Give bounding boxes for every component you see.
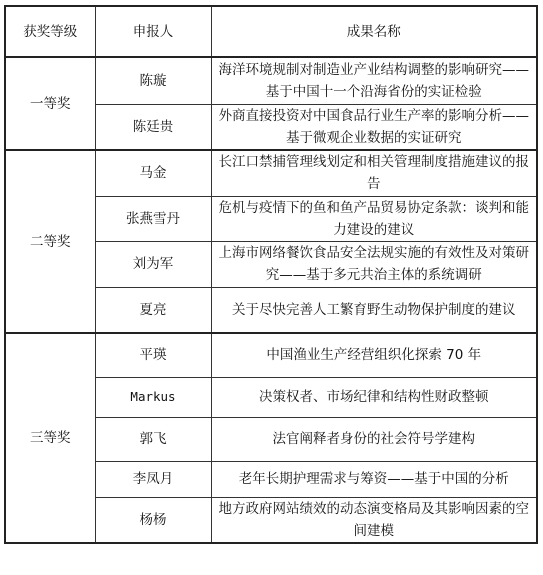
- title-cell: 地方政府网站绩效的动态演变格局及其影响因素的空间建模: [211, 497, 537, 543]
- title-cell: 中国渔业生产经营组织化探索 70 年: [211, 333, 537, 377]
- applicant-cell: 李凤月: [95, 461, 211, 497]
- group-third-prize: [5, 333, 537, 543]
- award-level-cell: 二等奖: [5, 150, 95, 333]
- applicant-cell: 陈璇: [95, 57, 211, 104]
- table-row: [5, 57, 537, 104]
- applicant-cell: Markus: [95, 377, 211, 417]
- title-cell: 老年长期护理需求与筹资——基于中国的分析: [211, 461, 537, 497]
- title-cell: 危机与疫情下的鱼和鱼产品贸易协定条款：谈判和能力建设的建议: [211, 196, 537, 241]
- header-award-level: 获奖等级: [5, 6, 95, 57]
- applicant-cell: 夏亮: [95, 287, 211, 333]
- table-row: [5, 150, 537, 196]
- applicant-cell: 张燕雪丹: [95, 196, 211, 241]
- table-row: [5, 333, 537, 377]
- awards-table: [4, 5, 538, 544]
- applicant-cell: 郭飞: [95, 417, 211, 461]
- award-level-cell: 一等奖: [5, 57, 95, 150]
- header-achievement-title: 成果名称: [211, 6, 537, 57]
- applicant-cell: 刘为军: [95, 241, 211, 287]
- applicant-cell: 陈廷贵: [95, 104, 211, 150]
- title-cell: 法官阐释者身份的社会符号学建构: [211, 417, 537, 461]
- title-cell: 关于尽快完善人工繁育野生动物保护制度的建议: [211, 287, 537, 333]
- applicant-cell: 杨杨: [95, 497, 211, 543]
- group-first-prize: [5, 57, 537, 150]
- header-applicant: 申报人: [95, 6, 211, 57]
- award-level-cell: 三等奖: [5, 333, 95, 543]
- title-cell: 长江口禁捕管理线划定和相关管理制度措施建议的报告: [211, 150, 537, 196]
- title-cell: 外商直接投资对中国食品行业生产率的影响分析——基于微观企业数据的实证研究: [211, 104, 537, 150]
- group-second-prize: [5, 150, 537, 333]
- applicant-cell: 平瑛: [95, 333, 211, 377]
- title-cell: 海洋环境规制对制造业产业结构调整的影响研究——基于中国十一个沿海省份的实证检验: [211, 57, 537, 104]
- header-row: [5, 6, 537, 57]
- applicant-cell: 马金: [95, 150, 211, 196]
- title-cell: 决策权者、市场纪律和结构性财政整顿: [211, 377, 537, 417]
- title-cell: 上海市网络餐饮食品安全法规实施的有效性及对策研究——基于多元共治主体的系统调研: [211, 241, 537, 287]
- table-header: [5, 6, 537, 57]
